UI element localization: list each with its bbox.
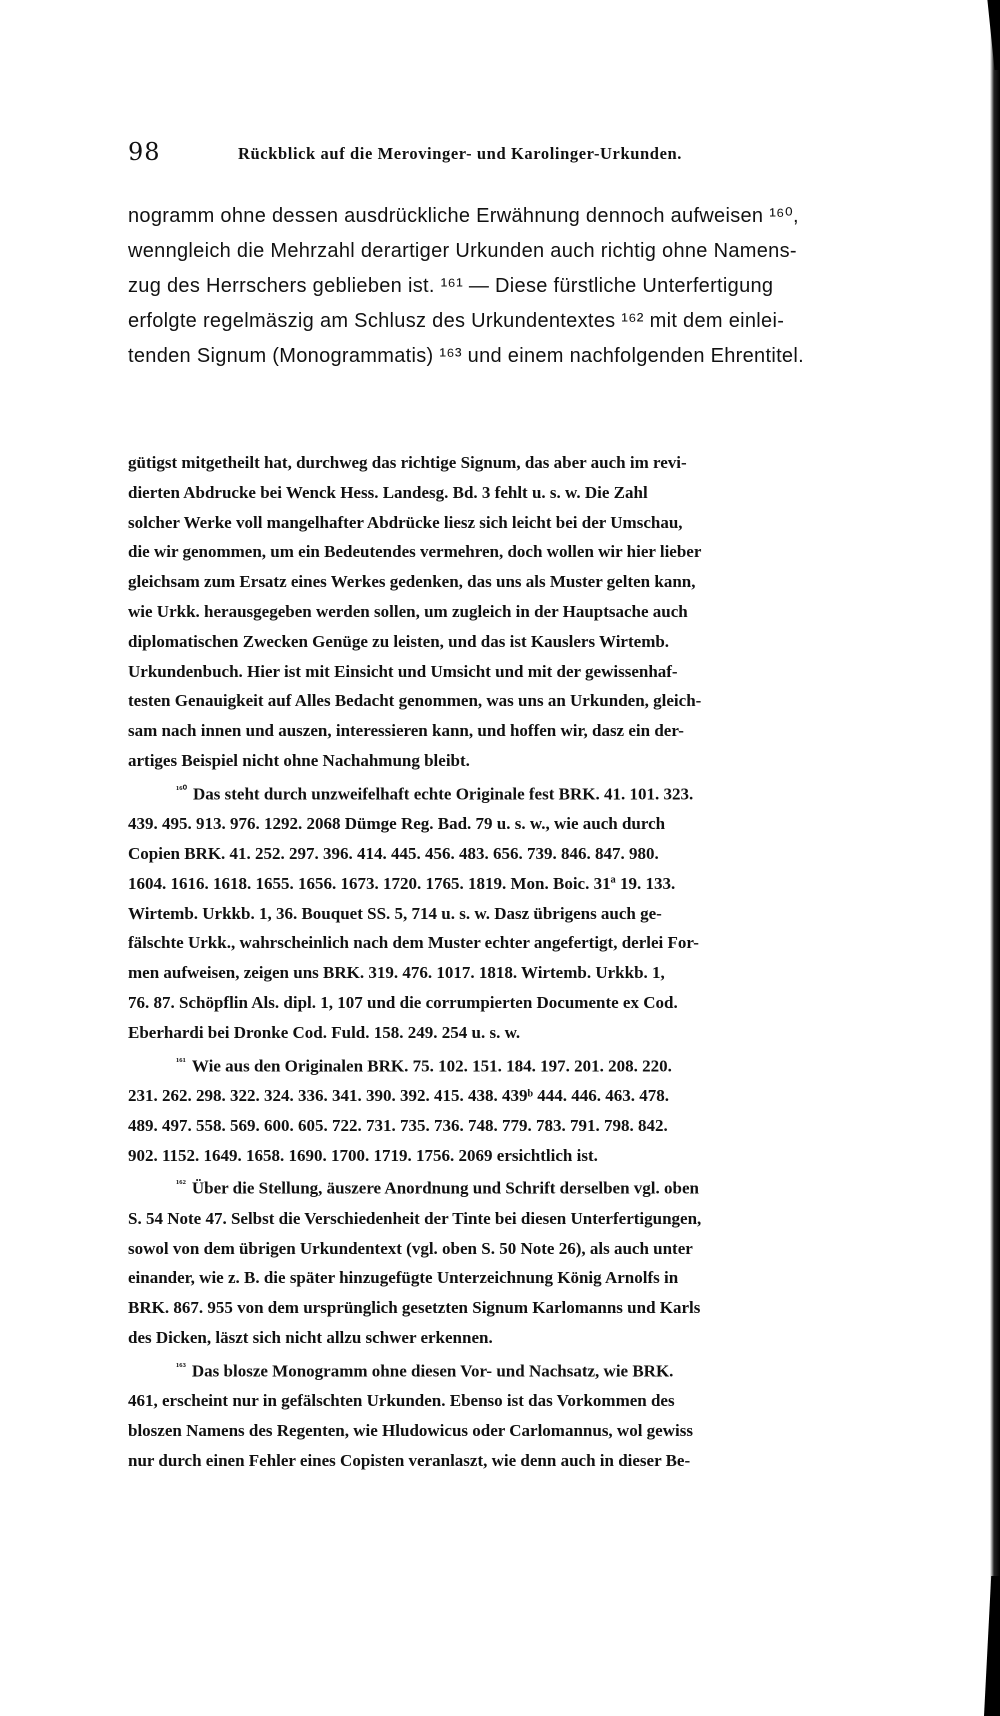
footnote-161-first-line [128, 1048, 953, 1081]
footnote-line: sowol von dem übrigen Urkundentext (vgl. oben S. 50 Note 26), als auch unter [128, 1238, 693, 1258]
footnote-line: men aufweisen, zeigen uns BRK. 319. 476. 1017. 1818. Wirtemb. Urkkb. 1, [128, 963, 665, 983]
footnote-line: Wie aus den Originalen BRK. 75. 102. 151. 184. 197. 201. 208. 220. [191, 1056, 672, 1076]
footnote-line: Wirtemb. Urkkb. 1, 36. Bouquet SS. 5, 714 u. s. w. Dasz übrigens auch ge- [128, 903, 662, 923]
footnote-line: diplomatischen Zwecken Genüge zu leisten, und das ist Kauslers Wirtemb. [128, 631, 670, 651]
footnote-line: einander, wie z. B. die später hinzugefügte Unterzeichnung König Arnolfs in [128, 1268, 679, 1288]
footnote-marker-160: ¹⁶⁰ [176, 783, 188, 796]
footnote-line: 461, erscheint nur in gefälschten Urkunden. Ebenso ist das Vorkommen des [128, 1391, 675, 1411]
footnote-line: nur durch einen Fehler eines Copisten veranlaszt, wie denn auch in dieser Be- [128, 1450, 691, 1470]
footnote-line: Eberhardi bei Dronke Cod. Fuld. 158. 249. 254 u. s. w. [128, 1022, 521, 1042]
footnote-162-first-line [128, 1170, 953, 1203]
footnote-marker-163: ¹⁶³ [176, 1360, 186, 1373]
footnote-163-first-line [128, 1353, 953, 1386]
footnote-line: 902. 1152. 1649. 1658. 1690. 1700. 1719. 1756. 2069 ersichtlich ist. [128, 1145, 598, 1165]
main-text-line: erfolgte regelmäszig am Schlusz des Urkundentextes ¹⁶² mit dem einlei- [128, 310, 785, 332]
page-header [128, 138, 878, 174]
main-text [128, 199, 953, 374]
footnote-line: S. 54 Note 47. Selbst die Verschiedenheit der Tinte bei diesen Unterfertigungen, [128, 1208, 702, 1228]
footnote-line: gleichsam zum Ersatz eines Werkes gedenken, das uns als Muster gelten kann, [128, 572, 696, 592]
main-text-line: tenden Signum (Monogrammatis) ¹⁶³ und einem nachfolgenden Ehrentitel. [128, 345, 804, 367]
footnote-line: 489. 497. 558. 569. 600. 605. 722. 731. 735. 736. 748. 779. 783. 791. 798. 842. [128, 1115, 668, 1135]
footnote-line: BRK. 867. 955 von dem ursprünglich gesetzten Signum Karlomanns und Karls [128, 1298, 701, 1318]
footnotes [128, 448, 953, 1476]
footnote-line: Über die Stellung, äuszere Anordnung und Schrift derselben vgl. oben [191, 1179, 699, 1199]
footnote-line: artiges Beispiel nicht ohne Nachahmung bleibt. [128, 750, 470, 770]
footnote-line: Urkundenbuch. Hier ist mit Einsicht und Umsicht und mit der gewissenhaf- [128, 661, 678, 681]
footnote-line: die wir genommen, um ein Bedeutendes vermehren, doch wollen wir hier lieber [128, 542, 702, 562]
footnote-line: Das steht durch unzweifelhaft echte Originale fest BRK. 41. 101. 323. [193, 784, 694, 804]
footnote-line: bloszen Namens des Regenten, wie Hludowicus oder Carlomannus, wol gewiss [128, 1421, 693, 1441]
footnote-line: fälschte Urkk., wahrscheinlich nach dem Muster echter angefertigt, derlei For- [128, 933, 699, 953]
footnote-line: Copien BRK. 41. 252. 297. 396. 414. 445. 456. 483. 656. 739. 846. 847. 980. [128, 844, 659, 864]
footnote-160-first-line [128, 776, 953, 809]
page-number: 98 [128, 138, 161, 166]
footnote-line: des Dicken, läszt sich nicht allzu schwer erkennen. [128, 1328, 493, 1348]
footnote-line: sam nach innen und auszen, interessieren kann, und hoffen wir, dasz ein der- [128, 721, 684, 741]
main-text-line: wenngleich die Mehrzahl derartiger Urkunden auch richtig ohne Namens- [128, 240, 797, 262]
footnote-marker-162: ¹⁶² [176, 1178, 186, 1191]
footnote-line: 1604. 1616. 1618. 1655. 1656. 1673. 1720. 1765. 1819. Mon. Boic. 31ª 19. 133. [128, 873, 676, 893]
footnote-line: 231. 262. 298. 322. 324. 336. 341. 390. 392. 415. 438. 439ᵇ 444. 446. 463. 478. [128, 1086, 670, 1106]
footnote-line: Das blosze Monogramm ohne diesen Vor- und Nachsatz, wie BRK. [191, 1361, 674, 1381]
footnote-line: gütigst mitgetheilt hat, durchweg das richtige Signum, das aber auch im revi- [128, 453, 687, 472]
footnote-marker-161: ¹⁶¹ [176, 1055, 186, 1068]
main-text-line: nogramm ohne dessen ausdrückliche Erwähnung dennoch aufweisen ¹⁶⁰, [128, 205, 799, 227]
footnote-line: dierten Abdrucke bei Wenck Hess. Landesg. Bd. 3 fehlt u. s. w. Die Zahl [128, 482, 648, 502]
footnote-line: 76. 87. Schöpflin Als. dipl. 1, 107 und die corrumpierten Documente ex Cod. [128, 993, 678, 1012]
footnote-line: testen Genauigkeit auf Alles Bedacht genommen, was uns an Urkunden, gleich- [128, 691, 702, 711]
running-head: Rückblick auf die Merovinger- und Karolinger-Urkunden. [238, 144, 683, 163]
main-text-line: zug des Herrschers geblieben ist. ¹⁶¹ — Diese fürstliche Unterfertigung [128, 275, 774, 297]
page-edge-mark-bottom [984, 1576, 1000, 1716]
footnote-line: 439. 495. 913. 976. 1292. 2068 Dümge Reg. Bad. 79 u. s. w., wie auch durch [128, 814, 666, 834]
footnote-line: solcher Werke voll mangelhafter Abdrücke liesz sich leicht bei der Umschau, [128, 512, 683, 532]
footnote-line: wie Urkk. herausgegeben werden sollen, um zugleich in der Hauptsache auch [128, 601, 688, 621]
page-edge-shadow [990, 0, 1000, 1716]
